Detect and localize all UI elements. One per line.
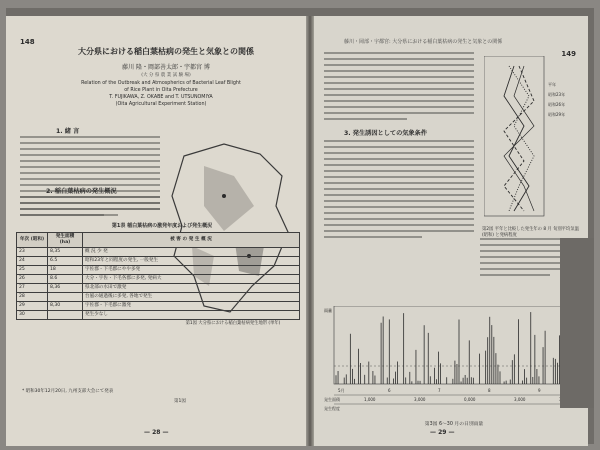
- tick-label: 8: [488, 388, 491, 393]
- section-heading: 1. 緒 言: [56, 128, 80, 135]
- book-gutter: [306, 16, 314, 446]
- affiliation: (大 分 県 農 業 試 験 場): [141, 73, 191, 78]
- english-authors: T. FUJIKAWA, Z. OKABE and T. UTSUNOMIYA: [109, 95, 213, 100]
- table-row: [17, 266, 300, 275]
- cell: 24: [17, 257, 48, 266]
- left-page: [6, 16, 306, 446]
- section-heading: 3. 発生誘因としての気象条件: [344, 130, 428, 137]
- outbreak-table: [16, 232, 300, 320]
- table-row: [17, 293, 300, 302]
- cell: [48, 311, 83, 320]
- table-row: [17, 284, 300, 293]
- authors: 藤川 隆・岡部善太郎・宇都宮 博: [122, 64, 210, 71]
- cell: 26: [17, 275, 48, 284]
- english-title-block: [46, 80, 276, 108]
- cell: [48, 293, 83, 302]
- footer-page-number: — 29 —: [430, 429, 455, 436]
- figure-caption: 第2図 平年と比較した発生年の 8 月 旬別平均気温 (昭和) と発病程度: [482, 227, 579, 238]
- cell: 概 況 少 発: [83, 248, 300, 257]
- cell: 28: [17, 293, 48, 302]
- open-book: [6, 8, 594, 444]
- tick-label: 5月: [338, 388, 345, 393]
- cell: 6.5: [48, 257, 83, 266]
- running-head: 藤川・岡部・宇都宮: 大分県における稲白葉枯病の発生と気象との関係: [344, 39, 503, 45]
- cell: 8.6: [48, 275, 83, 284]
- figure-label: 第1図: [174, 399, 186, 404]
- cell: 県北部の水田で激発: [83, 284, 300, 293]
- figure-caption: 第1図 大分県における稲白葉枯病発生地帯 (単年): [185, 321, 281, 326]
- cell: 8,30: [48, 302, 83, 311]
- cell: 8,36: [48, 284, 83, 293]
- figure-caption: 第3図 6〜30 月の日別雨量: [424, 422, 484, 427]
- row-label: 発生面積: [324, 397, 340, 402]
- english-title-line: of Rice Plant in Oita Prefecture: [124, 88, 198, 93]
- background-object: [560, 238, 594, 408]
- temperature-line-chart: [484, 56, 574, 226]
- cell: 18: [48, 266, 83, 275]
- cell: 29: [17, 302, 48, 311]
- legend-label: 昭和26年: [548, 102, 566, 107]
- table-caption: 第1表 稲白葉枯病の激発年度および発生概況: [111, 223, 213, 229]
- tick-label: 6: [388, 388, 391, 393]
- table-header: 年次 (昭和): [17, 233, 48, 248]
- page-number: 149: [561, 50, 576, 58]
- tick-label: 7: [438, 388, 441, 393]
- row-value: 1,000: [364, 397, 376, 402]
- legend-label: 平年: [548, 82, 556, 87]
- cell: 25: [17, 266, 48, 275]
- english-title-line: Relation of the Outbreak and Atmospherics of Bacterial Leaf Blight: [81, 81, 241, 86]
- cell: 宇佐郡・下毛郡に激発: [83, 302, 300, 311]
- row-label: 発生程度: [324, 406, 340, 411]
- cell: 23: [17, 248, 48, 257]
- cell: 30: [17, 311, 48, 320]
- footnote: * 昭和30年12月20日, 九州支部大会にて発表: [22, 389, 114, 394]
- article-title: 大分県における稲白葉枯病の発生と気象との関係: [78, 47, 254, 56]
- body-text-block: [20, 196, 160, 220]
- table-row: [17, 311, 300, 320]
- body-text-block: [324, 52, 474, 124]
- cell: 昭和23年と同程度の発生, 一般発生: [83, 257, 300, 266]
- page-number: 148: [20, 38, 35, 46]
- cell: 大分・宇佐・下毛各郡に多発, 発病大: [83, 275, 300, 284]
- cell: 27: [17, 284, 48, 293]
- cell: 発生少なし: [83, 311, 300, 320]
- table-header: 発生面積 (ha): [48, 233, 83, 248]
- table-header: 被 害 の 発 生 概 況: [83, 233, 300, 248]
- table-row: [17, 302, 300, 311]
- english-affiliation: (Oita Agricultural Experiment Station): [115, 102, 207, 107]
- row-value: 3,000: [414, 397, 426, 402]
- legend-label: 昭和23年: [548, 92, 566, 97]
- rainfall-bar-chart: [324, 306, 586, 416]
- cell: 台風の通過後に多発, 各地で発生: [83, 293, 300, 302]
- right-page: [314, 16, 588, 446]
- row-value: 0,000: [464, 397, 476, 402]
- legend-label: 昭和29年: [548, 112, 566, 117]
- footer-page-number: — 28 —: [144, 429, 169, 436]
- table-row: [17, 248, 300, 257]
- body-text-block: [324, 140, 474, 242]
- tick-label: 9: [538, 388, 541, 393]
- row-value: 3,000: [514, 397, 526, 402]
- axis-label: 雨量: [324, 308, 332, 313]
- table-row: [17, 257, 300, 266]
- cell: 8,35: [48, 248, 83, 257]
- section-heading: 2. 稲白葉枯病の発生概況: [46, 188, 117, 195]
- table-row: [17, 275, 300, 284]
- cell: 宇佐郡・下毛郡にやや多発: [83, 266, 300, 275]
